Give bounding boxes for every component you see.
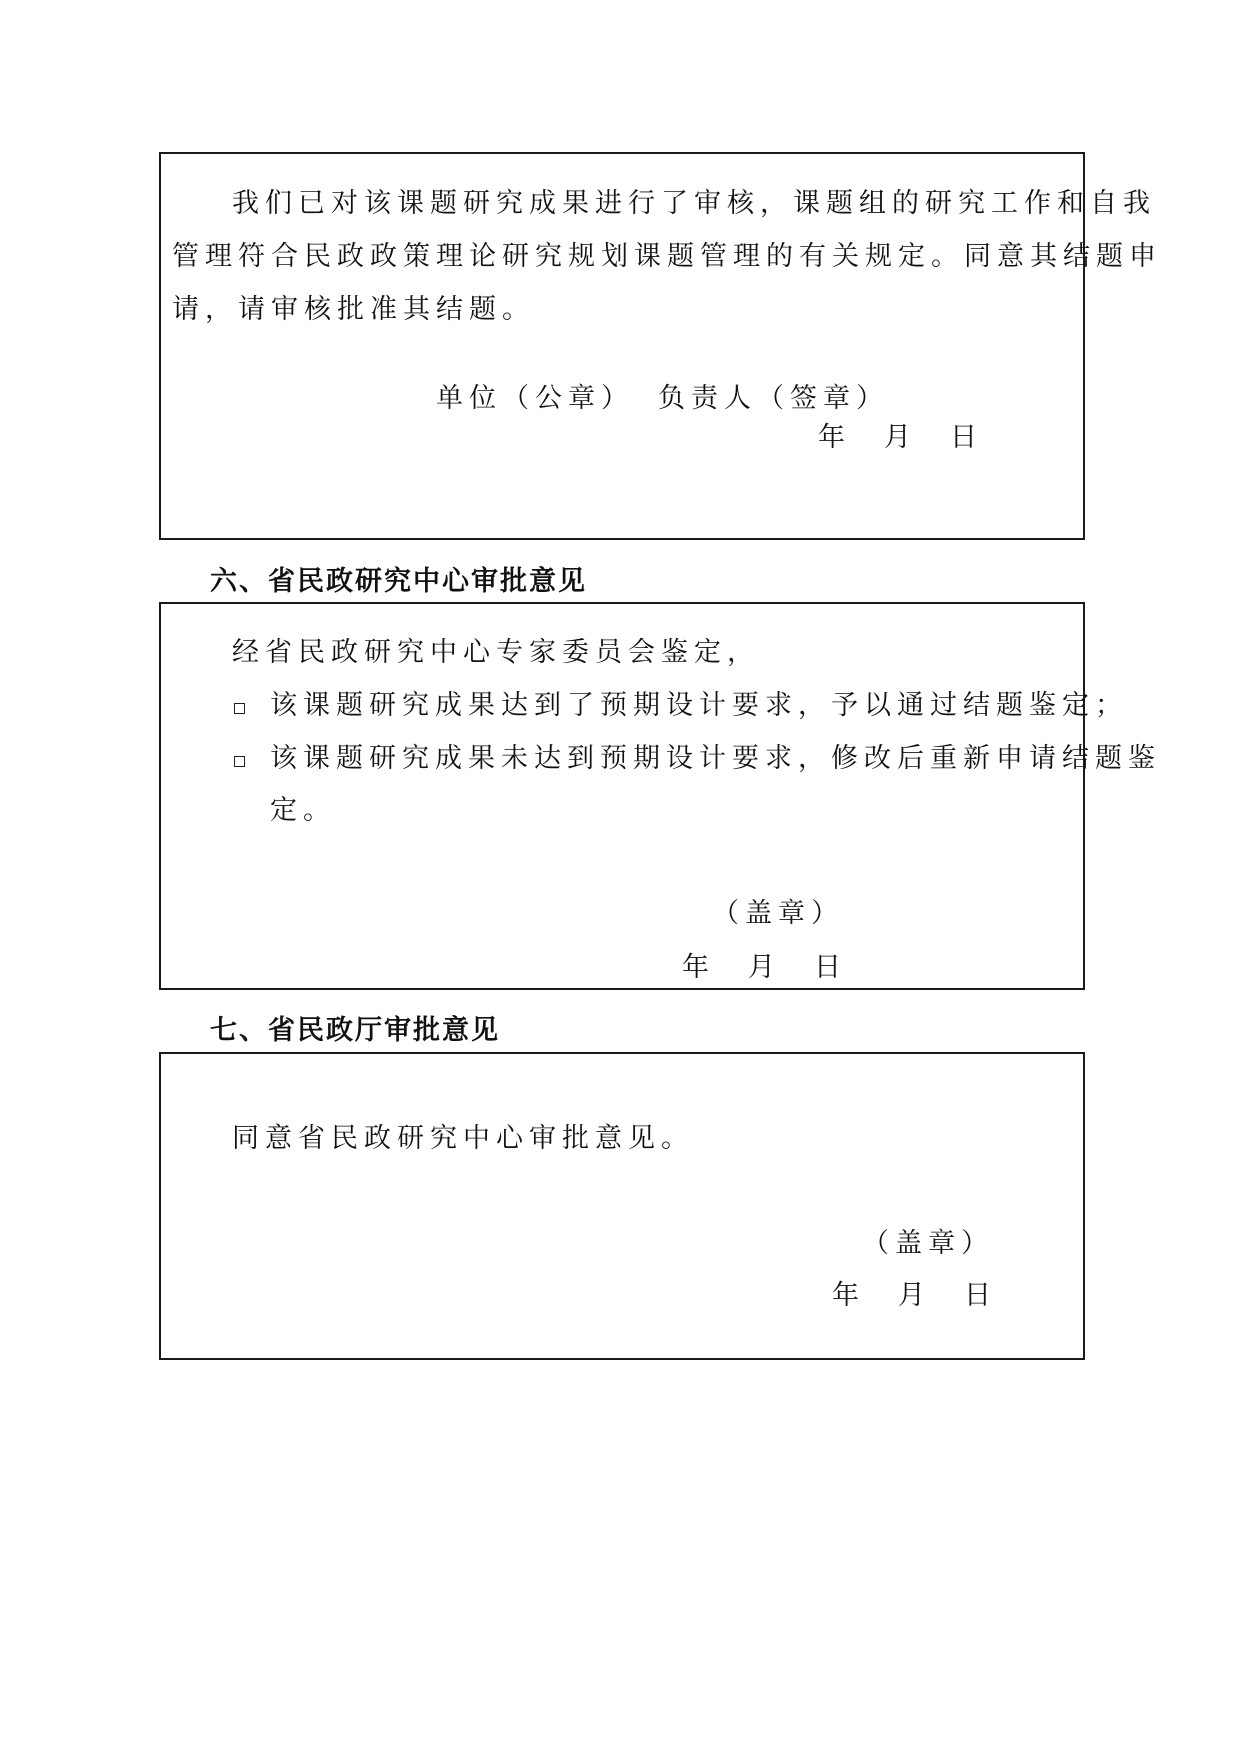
department-date: 年 月 日 (832, 1280, 997, 1311)
unit-date: 年 月 日 (818, 422, 983, 453)
option-pass-label: 该课题研究成果达到了预期设计要求，予以通过结题鉴定； (270, 690, 1128, 721)
center-seal: （盖章） (712, 898, 844, 929)
unit-opinion-line-2: 管理符合民政政策理论研究规划课题管理的有关规定。同意其结题申 (172, 241, 1162, 272)
option-pass-checkbox[interactable] (234, 703, 245, 714)
section-6-title: 六、省民政研究中心审批意见 (210, 566, 587, 597)
unit-opinion-line-3: 请，请审核批准其结题。 (172, 294, 535, 325)
unit-seal-label: 单位（公章） (436, 383, 634, 414)
option-revise-checkbox[interactable] (234, 756, 245, 767)
option-revise-label-cont: 定。 (270, 795, 336, 826)
section-7-title: 七、省民政厅审批意见 (210, 1015, 500, 1046)
approval-box-department (159, 1052, 1085, 1360)
signer-label: 负责人（签章） (658, 383, 889, 414)
center-intro: 经省民政研究中心专家委员会鉴定， (232, 637, 760, 668)
department-opinion: 同意省民政研究中心审批意见。 (232, 1123, 694, 1154)
department-seal: （盖章） (862, 1228, 994, 1259)
option-revise-label: 该课题研究成果未达到预期设计要求，修改后重新申请结题鉴 (270, 743, 1161, 774)
center-date: 年 月 日 (682, 952, 847, 983)
unit-opinion-line-1: 我们已对该课题研究成果进行了审核，课题组的研究工作和自我 (232, 188, 1156, 219)
